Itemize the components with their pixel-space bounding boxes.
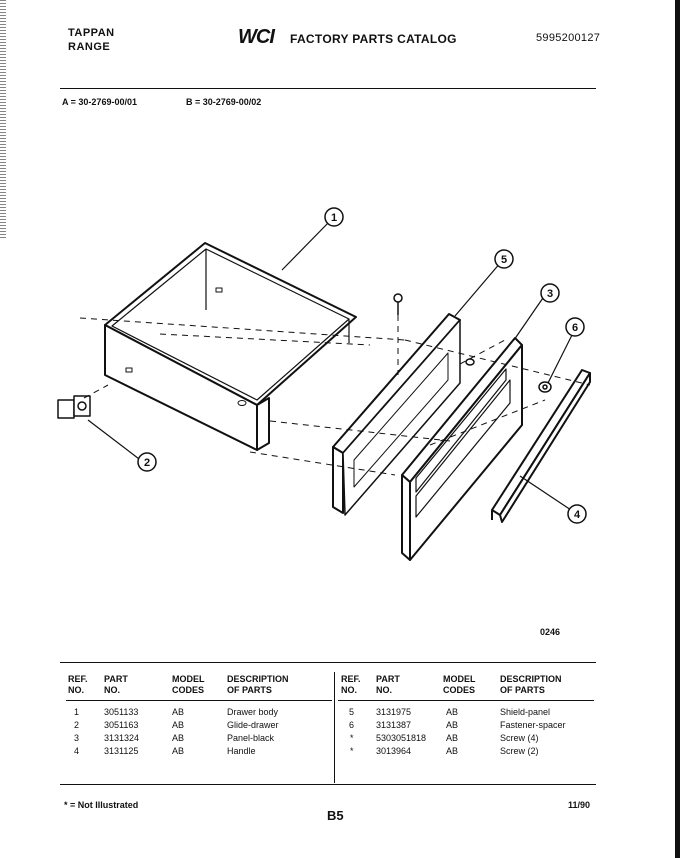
- callout-5: 5: [500, 254, 508, 266]
- header-ref: REF. NO.: [341, 674, 361, 695]
- drawer-glide: [58, 396, 90, 418]
- model-code-a: A = 30-2769-00/01: [62, 97, 137, 107]
- revision-date: 11/90: [568, 800, 591, 810]
- page-number: B5: [327, 808, 344, 823]
- header-desc: DESCRIPTION OF PARTS: [500, 674, 562, 695]
- header-model: MODEL CODES: [172, 674, 205, 695]
- table-bottom-rule: [60, 784, 596, 785]
- right-header-rule: [338, 700, 594, 701]
- callout-1: 1: [330, 212, 338, 224]
- header-model: MODEL CODES: [443, 674, 476, 695]
- callout-6: 6: [571, 322, 579, 334]
- callout-3: 3: [546, 288, 554, 300]
- catalog-title: FACTORY PARTS CATALOG: [290, 32, 457, 46]
- header-ref: REF. NO.: [68, 674, 88, 695]
- figure-code: 0246: [540, 627, 561, 637]
- callout-2: 2: [143, 457, 151, 469]
- header-desc: DESCRIPTION OF PARTS: [227, 674, 289, 695]
- callout-4: 4: [573, 509, 581, 521]
- header-part: PART NO.: [376, 674, 400, 695]
- left-header-rule: [66, 700, 332, 701]
- brand-line-1: TAPPAN: [68, 27, 115, 39]
- doc-number: 5995200127: [536, 32, 601, 44]
- table-divider: [334, 672, 335, 783]
- footnote: * = Not Illustrated: [64, 800, 139, 810]
- wci-logo: WCI: [238, 26, 274, 48]
- table-top-rule: [60, 662, 596, 663]
- brand-line-2: RANGE: [68, 41, 111, 53]
- drawer-body: [105, 243, 356, 450]
- model-code-b: B = 30-2769-00/02: [186, 97, 262, 107]
- header-part: PART NO.: [104, 674, 128, 695]
